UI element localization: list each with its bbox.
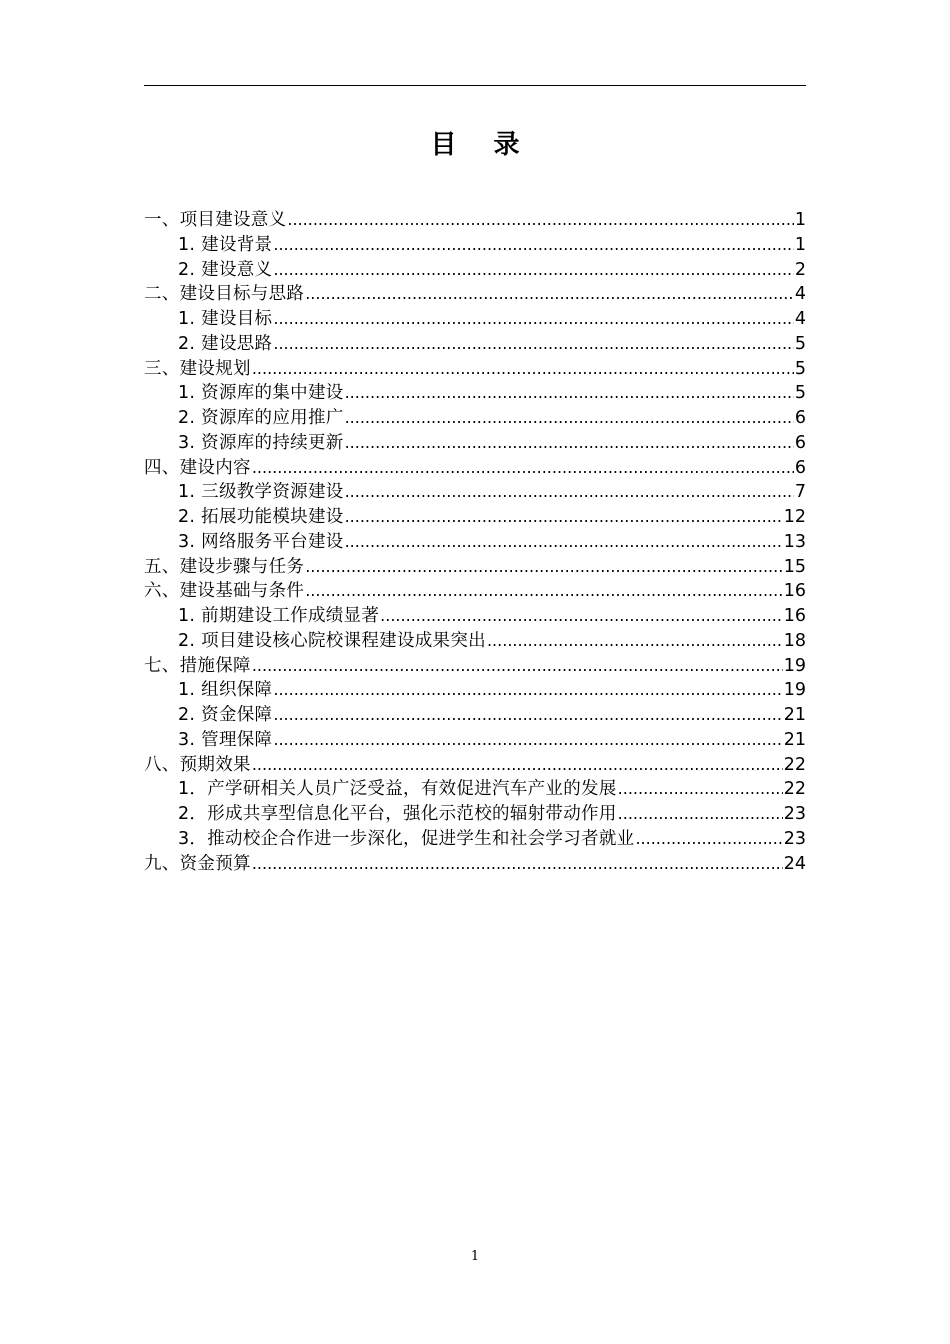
toc-dot-leader: [305, 555, 783, 580]
toc-entry-page: 19: [783, 680, 806, 701]
toc-dot-leader: [273, 703, 782, 728]
toc-section-entry[interactable]: [144, 852, 806, 877]
toc-subsection-entry[interactable]: [144, 703, 806, 728]
toc-entry-page: 4: [794, 309, 806, 329]
toc-dot-leader: [305, 579, 783, 604]
toc-subsection-entry[interactable]: [144, 604, 806, 629]
toc-section-entry[interactable]: [144, 208, 806, 233]
toc-entry-page: 7: [794, 482, 806, 503]
toc-subsection-entry[interactable]: [144, 505, 806, 530]
toc-subsection-entry[interactable]: [144, 678, 806, 703]
toc-entry-page: 19: [783, 655, 806, 676]
toc-entry-page: 5: [794, 333, 806, 354]
toc-subsection-entry[interactable]: [144, 827, 806, 852]
toc-dot-leader: [345, 431, 794, 456]
toc-entry-page: 23: [783, 828, 806, 849]
toc-dot-leader: [345, 406, 794, 431]
toc-entry-title: 2. 资源库的应用推广: [178, 408, 344, 428]
toc-section-entry[interactable]: [144, 555, 806, 580]
toc-entry-title: 七、措施保障: [144, 655, 251, 676]
toc-dot-leader: [273, 678, 782, 703]
toc-entry-title: 2. 建设思路: [178, 333, 273, 354]
toc-dot-leader: [273, 728, 782, 753]
toc-entry-page: 22: [783, 779, 806, 800]
toc-entry-title: 九、资金预算: [144, 853, 251, 874]
toc-entry-page: 16: [783, 581, 806, 602]
toc-dot-leader: [305, 282, 794, 307]
toc-entry-page: 6: [794, 457, 806, 478]
toc-section-entry[interactable]: [144, 654, 806, 679]
toc-entry-page: 24: [783, 853, 806, 874]
toc-entry-page: 6: [794, 432, 806, 453]
toc-entry-page: 1: [794, 234, 806, 255]
toc-dot-leader: [345, 381, 794, 406]
toc-subsection-entry[interactable]: [144, 332, 806, 357]
toc-dot-leader: [618, 802, 783, 827]
toc-subsection-entry[interactable]: [144, 431, 806, 456]
toc-entry-title: 3. 管理保障: [178, 729, 273, 750]
toc-subsection-entry[interactable]: [144, 777, 806, 802]
toc-entry-page: 18: [783, 630, 806, 651]
toc-entry-page: 21: [783, 729, 806, 750]
toc-dot-leader: [345, 505, 783, 530]
toc-dot-leader: [380, 604, 783, 629]
toc-subsection-entry[interactable]: [144, 307, 806, 332]
toc-subsection-entry[interactable]: [144, 233, 806, 258]
toc-entry-page: 2: [794, 259, 806, 280]
toc-title: 目 录: [430, 130, 534, 160]
toc-subsection-entry[interactable]: [144, 258, 806, 283]
toc-entry-title: 1. 组织保障: [178, 680, 273, 701]
toc-entry-title: 1. 三级教学资源建设: [178, 482, 344, 503]
toc-dot-leader: [273, 332, 794, 357]
toc-entry-page: 22: [783, 754, 806, 775]
toc-dot-leader: [252, 852, 783, 877]
toc-entry-title: 五、建设步骤与任务: [144, 556, 305, 577]
toc-subsection-entry[interactable]: [144, 728, 806, 753]
toc-entry-title: 八、预期效果: [144, 754, 251, 775]
toc-dot-leader: [345, 480, 794, 505]
toc-entry-page: 15: [783, 556, 806, 577]
toc-subsection-entry[interactable]: [144, 406, 806, 431]
toc-entry-title: 四、建设内容: [144, 457, 251, 478]
toc-dot-leader: [635, 827, 782, 852]
toc-section-entry[interactable]: [144, 282, 806, 307]
toc-dot-leader: [618, 777, 783, 802]
toc-entry-title: 一、项目建设意义: [144, 210, 287, 230]
toc-entry-title: 1．产学研相关人员广泛受益，有效促进汽车产业的发展: [178, 779, 617, 800]
toc-entry-title: 3．推动校企合作进一步深化，促进学生和社会学习者就业: [178, 828, 635, 849]
toc-dot-leader: [487, 629, 783, 654]
toc-entry-title: 2. 拓展功能模块建设: [178, 507, 344, 527]
toc-dot-leader: [287, 208, 793, 233]
toc-section-entry[interactable]: [144, 579, 806, 604]
toc-entry-page: 16: [783, 606, 806, 626]
toc-section-entry[interactable]: [144, 456, 806, 481]
toc-entry-title: 1. 资源库的集中建设: [178, 383, 344, 404]
toc-entry-title: 2．形成共享型信息化平台，强化示范校的辐射带动作用: [178, 804, 617, 824]
toc-subsection-entry[interactable]: [144, 530, 806, 555]
toc-entry-page: 5: [794, 383, 806, 404]
toc-entry-page: 6: [794, 408, 806, 428]
toc-subsection-entry[interactable]: [144, 480, 806, 505]
toc-entry-title: 1. 建设背景: [178, 234, 273, 255]
toc-entry-page: 4: [794, 284, 806, 305]
toc-dot-leader: [345, 530, 783, 555]
toc-section-entry[interactable]: [144, 753, 806, 778]
page-number: 1: [470, 1249, 480, 1264]
toc-entry-page: 5: [794, 358, 806, 379]
toc-subsection-entry[interactable]: [144, 802, 806, 827]
toc-dot-leader: [252, 753, 783, 778]
toc-section-entry[interactable]: [144, 357, 806, 382]
toc-entry-title: 2. 建设意义: [178, 259, 273, 280]
header-rule: [144, 85, 806, 86]
toc-entry-title: 3. 资源库的持续更新: [178, 432, 344, 453]
toc-entry-title: 1. 建设目标: [178, 309, 273, 329]
toc-entry-title: 1. 前期建设工作成绩显著: [178, 606, 380, 626]
toc-entry-page: 21: [783, 705, 806, 725]
toc-dot-leader: [273, 233, 794, 258]
toc-entry-page: 12: [783, 507, 806, 527]
toc-dot-leader: [252, 357, 794, 382]
toc-entry-title: 三、建设规划: [144, 358, 251, 379]
toc-dot-leader: [252, 654, 783, 679]
toc-entry-title: 二、建设目标与思路: [144, 284, 305, 305]
toc-entry-title: 六、建设基础与条件: [144, 581, 305, 602]
toc-subsection-entry[interactable]: [144, 629, 806, 654]
toc-entry-page: 23: [783, 804, 806, 824]
toc-entry-title: 3. 网络服务平台建设: [178, 531, 344, 552]
toc-entry-page: 13: [783, 531, 806, 552]
toc-entry-title: 2. 资金保障: [178, 705, 273, 725]
toc-dot-leader: [273, 307, 794, 332]
toc-dot-leader: [273, 258, 794, 283]
toc-entry-title: 2. 项目建设核心院校课程建设成果突出: [178, 630, 486, 651]
toc-dot-leader: [252, 456, 794, 481]
toc-subsection-entry[interactable]: [144, 381, 806, 406]
toc-entry-page: 1: [794, 210, 806, 230]
table-of-contents: [144, 208, 806, 876]
